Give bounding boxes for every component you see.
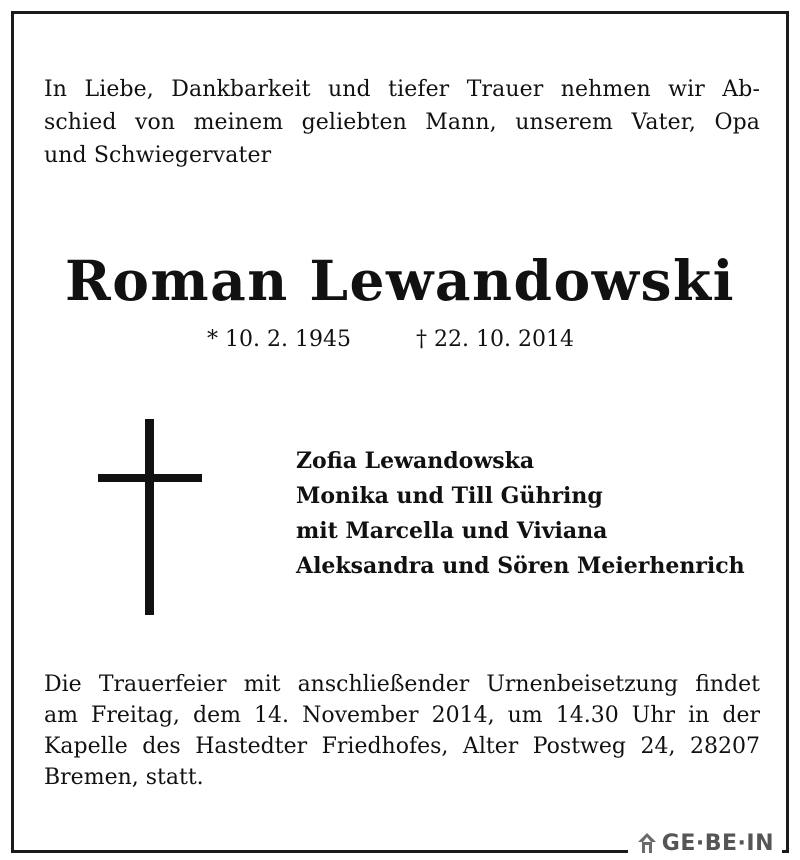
- funeral-line: Die Trauerfeier mit anschließender Urnenbeisetzung findet: [44, 672, 760, 697]
- family-member: mit Marcella und Viviana: [296, 518, 608, 544]
- family-list: [296, 444, 745, 584]
- intro-line: In Liebe, Dankbarkeit und tiefer Trauer nehmen wir Ab-: [44, 77, 760, 102]
- funeral-info: [44, 669, 760, 793]
- family-member: Monika und Till Gühring: [296, 483, 603, 509]
- funeral-line: am Freitag, dem 14. November 2014, um 14.30 Uhr in der: [44, 703, 760, 728]
- intro-text: [44, 73, 760, 172]
- birth-date: * 10. 2. 1945: [207, 327, 351, 352]
- deceased-name: Roman Lewandowski: [65, 248, 735, 313]
- intro-line: und Schwiegervater: [44, 143, 272, 168]
- funeral-line: Bremen, statt.: [44, 765, 204, 790]
- death-date: † 22. 10. 2014: [416, 327, 574, 352]
- family-member: Aleksandra und Sören Meierhenrich: [296, 553, 745, 579]
- publisher-logo: [628, 826, 782, 860]
- intro-line: schied von meinem geliebten Mann, unserem Vater, Opa: [44, 110, 760, 135]
- family-member: Zofia Lewandowska: [296, 448, 535, 474]
- funeral-line: Kapelle des Hastedter Friedhofes, Alter Postweg 24, 28207: [44, 734, 760, 759]
- cross-icon: [98, 419, 202, 615]
- gebein-logo-icon: [636, 832, 658, 854]
- logo-text: GE·BE·IN: [661, 830, 774, 856]
